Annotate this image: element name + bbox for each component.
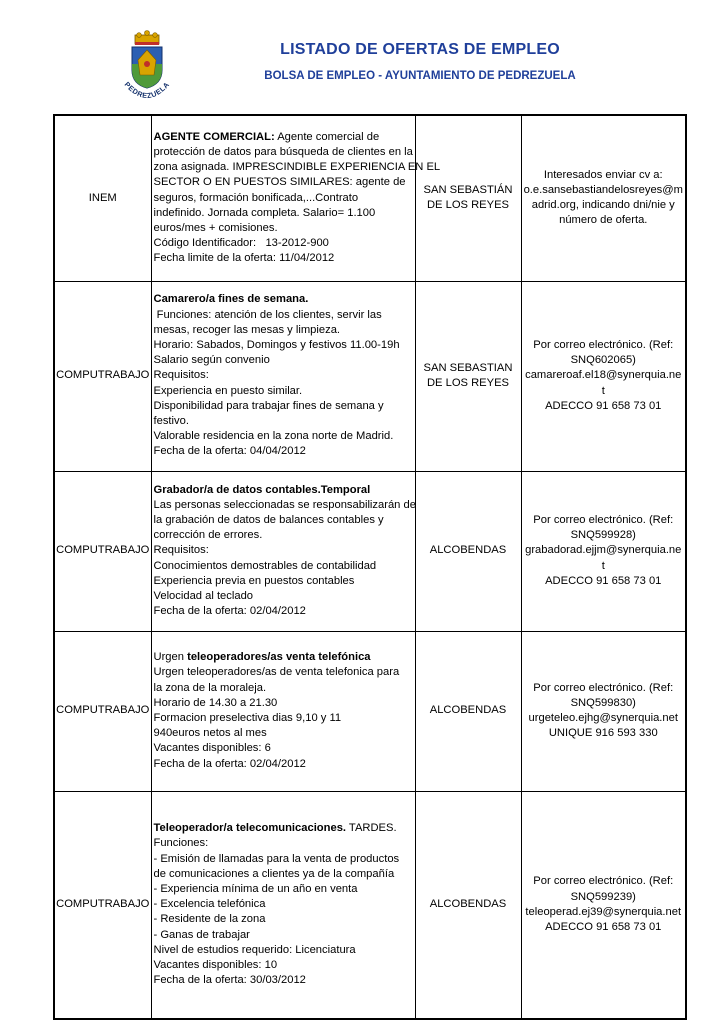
offer-description-line xyxy=(154,206,413,221)
offer-description-line xyxy=(154,912,413,927)
offer-contact-cell xyxy=(521,791,686,1019)
page-subtitle: BOLSA DE EMPLEO - AYUNTAMIENTO DE PEDREZUELA xyxy=(264,70,576,82)
offer-contact-line: t xyxy=(601,559,605,572)
offer-description-text: euros/mes + comisiones. xyxy=(153,222,278,235)
offers-table xyxy=(53,114,687,1020)
offer-description-line xyxy=(154,414,413,429)
offer-description-line xyxy=(153,498,416,513)
offer-location-cell xyxy=(415,631,521,791)
offer-description-line xyxy=(154,726,413,741)
offer-description-line xyxy=(154,384,413,399)
offer-description-line xyxy=(154,338,413,353)
offer-source-cell xyxy=(54,471,151,631)
offer-contact-line: número de oferta. xyxy=(559,214,648,227)
offer-source: COMPUTRABAJO xyxy=(56,704,150,717)
offer-contact-line: ADECCO 91 658 73 01 xyxy=(545,920,662,933)
offer-description-text: seguros, formación bonificada,...Contrato xyxy=(153,191,359,204)
offer-source-cell xyxy=(54,281,151,471)
offer-description-bold: Grabador/a de datos contables.Temporal xyxy=(153,483,371,496)
offer-description-cell xyxy=(151,115,441,281)
offer-description-line xyxy=(154,867,413,882)
offer-description-text: de comunicaciones a clientes ya de la compañía xyxy=(153,867,395,880)
offer-contact-line: ADECCO 91 658 73 01 xyxy=(545,574,662,587)
offer-description-bold: AGENTE COMERCIAL: xyxy=(153,130,275,143)
offer-location-cell xyxy=(415,115,521,281)
offer-description-cell xyxy=(151,281,415,471)
offer-description-text: - Residente de la zona xyxy=(153,913,266,926)
offer-description-text: Experiencia en puesto similar. xyxy=(153,384,303,397)
offer-description-text: Agente comercial de xyxy=(274,130,380,143)
offer-description-text: Requisitos: xyxy=(153,369,209,382)
offer-description-line xyxy=(154,130,413,145)
offer-contact-line: grabadorad.ejjm@synerquia.ne xyxy=(525,544,682,557)
offer-description-text: zona asignada. IMPRESCINDIBLE EXPERIENCIA EN EL xyxy=(153,161,441,174)
offer-description-line xyxy=(153,160,441,175)
offer-contact-line: Por correo electrónico. (Ref: xyxy=(533,681,674,694)
offer-contact-cell xyxy=(521,115,686,281)
offer-source-cell xyxy=(54,631,151,791)
offer-source-cell xyxy=(54,791,151,1019)
offer-description-text: 940euros netos al mes xyxy=(153,727,267,740)
offer-description-text: indefinido. Jornada completa. Salario= 1.100 xyxy=(153,206,376,219)
offer-description-line xyxy=(154,836,413,851)
offer-description-line xyxy=(154,145,413,160)
offer-contact-line: SNQ599830) xyxy=(570,696,636,709)
offer-contact-line: t xyxy=(601,384,605,397)
offer-description-text: Código Identificador: 13-2012-900 xyxy=(153,237,329,250)
offer-source: COMPUTRABAJO xyxy=(56,898,150,911)
offer-description-cell xyxy=(151,791,415,1019)
offer-description-line xyxy=(154,429,413,444)
offer-description-text: TARDES. xyxy=(346,822,397,835)
offer-description-text: Las personas seleccionadas se responsabilizarán de xyxy=(153,498,416,511)
offer-description-line xyxy=(154,943,413,958)
offer-contact-line: Por correo electrónico. (Ref: xyxy=(533,338,674,351)
offer-source: COMPUTRABAJO xyxy=(56,369,150,382)
offer-description-text: Funciones: xyxy=(153,837,209,850)
offer-description-line xyxy=(154,292,413,307)
offer-description-line xyxy=(154,650,413,665)
offer-row xyxy=(54,471,686,631)
offer-description-line xyxy=(154,323,413,338)
offer-description-text: Vacantes disponibles: 6 xyxy=(153,742,271,755)
offer-description-line xyxy=(154,221,413,236)
offer-description-text: Fecha de la oferta: 04/04/2012 xyxy=(153,445,306,458)
offer-description-line xyxy=(154,483,413,498)
offer-location: ALCOBENDAS xyxy=(429,898,507,911)
offer-contact-line: SNQ602065) xyxy=(570,354,636,367)
offer-description-line xyxy=(154,513,413,528)
offer-description-text: Conocimientos demostrables de contabilidad xyxy=(153,559,377,572)
offer-location-cell xyxy=(415,791,521,1019)
pedrezuela-crest-logo xyxy=(118,30,176,108)
offer-description-text: Velocidad al teclado xyxy=(153,590,254,602)
crest-text: PEDREZUELA xyxy=(122,79,172,101)
offer-description-line xyxy=(154,973,413,988)
offer-description-line xyxy=(154,928,413,943)
offer-description-line xyxy=(154,897,413,912)
offer-description-text: Funciones: atención de los clientes, servir las xyxy=(153,308,382,321)
offer-description-text: Horario de 14.30 a 21.30 xyxy=(153,696,278,709)
offer-row xyxy=(54,791,686,1019)
offer-description-text: festivo. xyxy=(153,415,189,427)
offer-contact-line: Interesados enviar cv a: xyxy=(543,168,663,181)
offer-description-text: Fecha de la oferta: 02/04/2012 xyxy=(153,605,306,618)
offer-description-text: protección de datos para búsqueda de clientes en la xyxy=(153,146,413,159)
offer-description-line xyxy=(154,958,413,973)
offer-description-line xyxy=(154,574,413,589)
offer-location: ALCOBENDAS xyxy=(429,544,507,557)
offer-description-text: Valorable residencia en la zona norte de Madrid. xyxy=(153,430,394,443)
offer-location-cell xyxy=(415,471,521,631)
offer-contact-cell xyxy=(521,471,686,631)
offer-contact-line: UNIQUE 916 593 330 xyxy=(548,727,658,740)
offer-contact-line: o.e.sansebastiandelosreyes@m xyxy=(523,184,683,197)
offer-description-bold: Camarero/a fines de semana. xyxy=(153,293,309,306)
offer-contact-line: urgeteleo.ejhg@synerquia.net xyxy=(528,712,678,724)
offer-description-line xyxy=(154,543,413,558)
offer-description-text: - Ganas de trabajar xyxy=(153,928,250,941)
offer-description-bold: teleoperadores/as venta telefónica xyxy=(187,651,371,664)
offer-description-text: Fecha de la oferta: 30/03/2012 xyxy=(153,974,306,987)
offer-description-line xyxy=(154,308,413,323)
offer-description-text: mesas, recoger las mesas y limpieza. xyxy=(153,323,341,336)
offer-location-cell xyxy=(415,281,521,471)
offer-description-line xyxy=(154,589,413,604)
offer-contact-line: SNQ599928) xyxy=(570,529,636,542)
offer-description-line xyxy=(154,368,413,383)
offer-description-text: Requisitos: xyxy=(153,544,209,557)
offer-description-text: Nivel de estudios requerido: Licenciatura xyxy=(153,943,356,956)
offer-description-text: Disponibilidad para trabajar fines de semana y xyxy=(153,399,384,412)
offer-contact-line: adrid.org, indicando dni/nie y xyxy=(531,199,675,212)
offer-description-line xyxy=(154,175,413,190)
offer-description-text: Experiencia previa en puestos contables xyxy=(153,574,355,587)
offer-description-line xyxy=(154,444,413,459)
offer-description-text: la zona de la moraleja. xyxy=(153,681,267,694)
offer-description-line xyxy=(154,399,413,414)
offer-description-text: - Excelencia telefónica xyxy=(153,898,266,911)
offer-description-text: Vacantes disponibles: 10 xyxy=(153,958,278,971)
offer-contact-line: ADECCO 91 658 73 01 xyxy=(545,399,662,412)
offer-description-line xyxy=(154,528,413,543)
offer-description-text: Horario: Sabados, Domingos y festivos 11.00-19h xyxy=(153,338,400,351)
offer-description-text: la grabación de datos de balances contables y xyxy=(153,513,384,526)
offer-description-text: Salario según convenio xyxy=(153,354,270,367)
offer-description-text: corrección de errores. xyxy=(153,529,263,542)
offer-description-line xyxy=(154,559,413,574)
offer-contact-cell xyxy=(521,281,686,471)
offer-description-line xyxy=(154,882,413,897)
offer-location: SAN SEBASTIAN DE LOS REYES xyxy=(423,361,513,389)
offer-row xyxy=(54,281,686,471)
offer-description-line xyxy=(154,251,413,266)
offer-description-text: Fecha limite de la oferta: 11/04/2012 xyxy=(153,252,335,265)
offer-source: INEM xyxy=(88,191,117,204)
offer-contact-line: Por correo electrónico. (Ref: xyxy=(533,875,674,888)
offer-contact-line: SNQ599239) xyxy=(570,890,636,903)
offer-description-cell xyxy=(151,471,415,631)
offer-description-line xyxy=(154,191,413,206)
offer-description-bold: Teleoperador/a telecomunicaciones. xyxy=(153,822,347,835)
offer-description-prefix: Urgen xyxy=(153,651,188,664)
offer-description-line xyxy=(154,236,413,251)
offer-description-line xyxy=(154,604,413,619)
offer-location: ALCOBENDAS xyxy=(429,704,507,717)
offer-contact-line: Por correo electrónico. (Ref: xyxy=(533,513,674,526)
offer-description-line xyxy=(154,711,413,726)
offer-description-line xyxy=(154,353,413,368)
offer-description-line xyxy=(154,852,413,867)
offer-source: COMPUTRABAJO xyxy=(56,544,150,557)
offer-row xyxy=(54,631,686,791)
offer-description-line xyxy=(154,665,413,680)
offer-source-cell xyxy=(54,115,151,281)
offer-contact-cell xyxy=(521,631,686,791)
offer-description-text: Urgen teleoperadores/as de venta telefonica para xyxy=(153,666,400,679)
offer-row xyxy=(54,115,686,281)
offer-description-line xyxy=(154,741,413,756)
offer-description-line xyxy=(154,821,413,836)
offer-description-line xyxy=(154,681,413,696)
offer-location: SAN SEBASTIÁN DE LOS REYES xyxy=(423,184,513,212)
offer-contact-line: camareroaf.el18@synerquia.ne xyxy=(525,369,682,382)
offer-description-cell xyxy=(151,631,415,791)
offer-description-text: - Emisión de llamadas para la venta de productos xyxy=(153,852,400,865)
offer-description-line xyxy=(154,757,413,772)
offer-description-text: Formacion preselectiva dias 9,10 y 11 xyxy=(153,712,342,724)
page-title: LISTADO DE OFERTAS DE EMPLEO xyxy=(280,41,560,58)
offer-description-text: Fecha de la oferta: 02/04/2012 xyxy=(153,757,306,770)
offer-description-text: - Experiencia mínima de un año en venta xyxy=(153,882,358,895)
offer-description-line xyxy=(154,696,413,711)
offer-description-text: SECTOR O EN PUESTOS SIMILARES: agente de xyxy=(153,176,406,189)
offer-contact-line: teleoperad.ej39@synerquia.net xyxy=(525,905,682,918)
